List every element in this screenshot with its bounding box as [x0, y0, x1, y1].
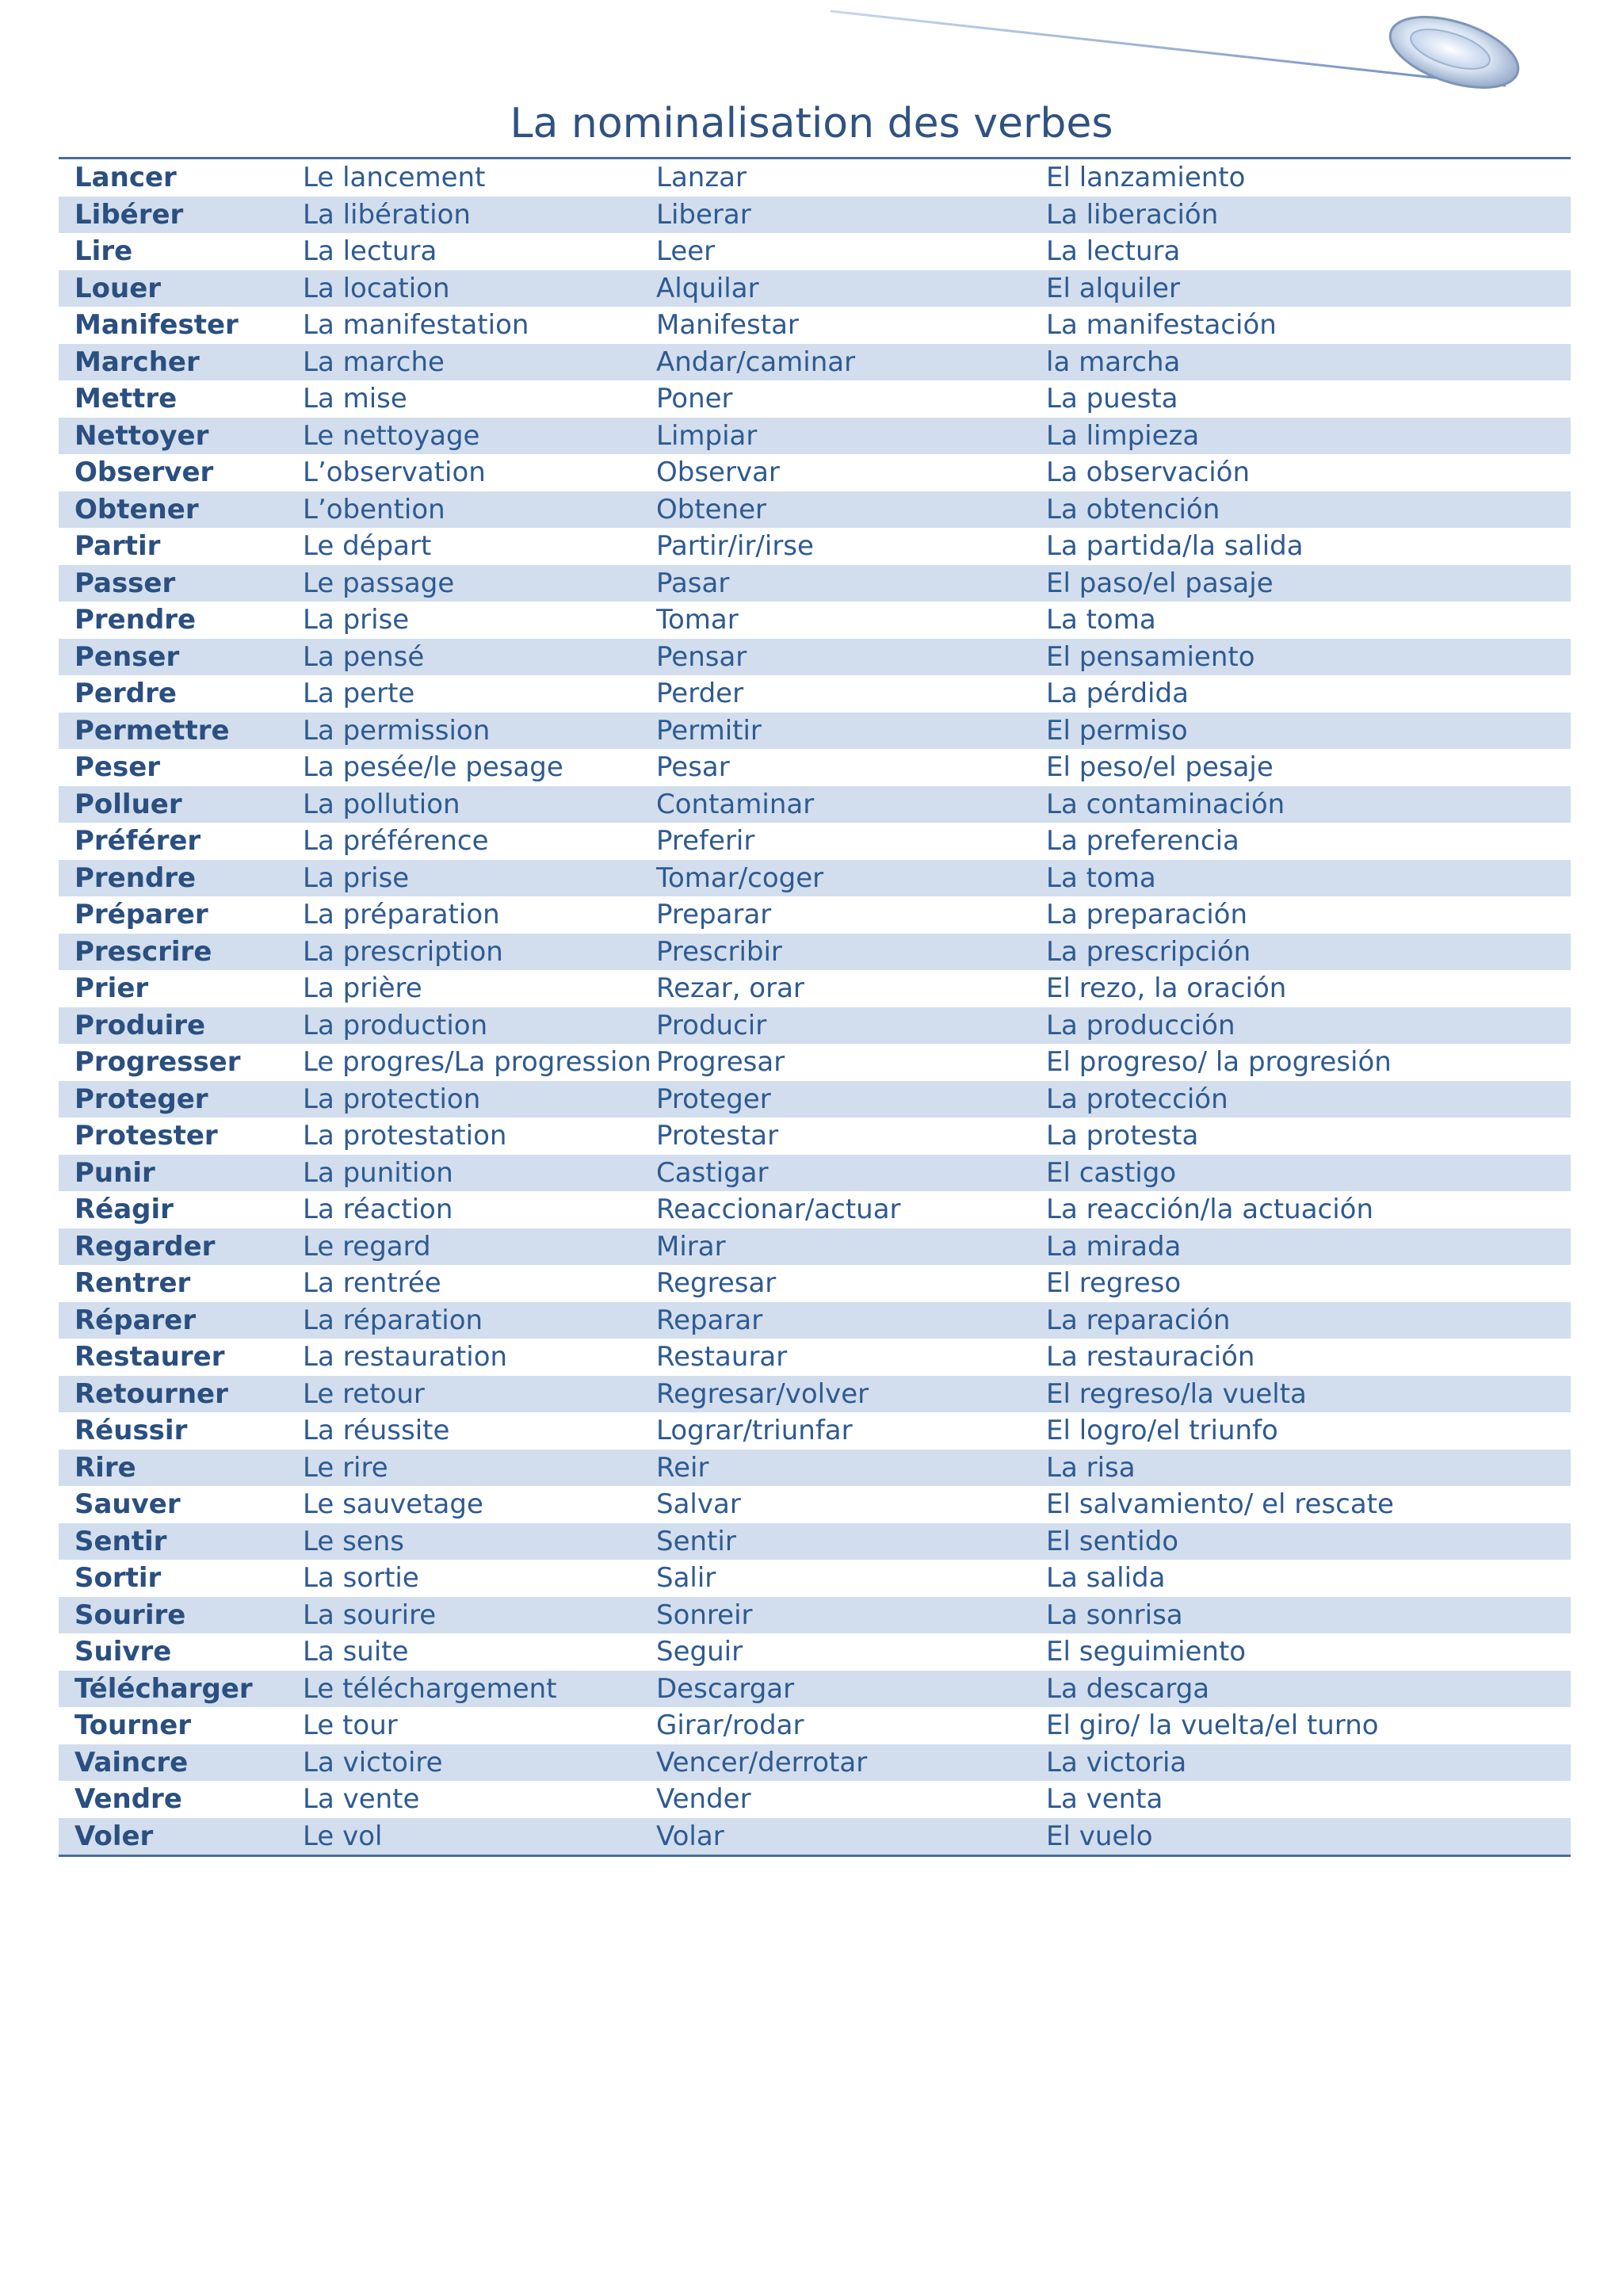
spanish-noun-cell: El vuelo — [1046, 1820, 1153, 1852]
table-row — [59, 639, 1571, 676]
french-noun-cell: La protestation — [303, 1120, 507, 1152]
table-row — [59, 934, 1571, 971]
spanish-verb-cell: Reir — [656, 1451, 709, 1484]
spanish-verb-cell: Reparar — [656, 1304, 763, 1336]
spanish-verb-cell: Andar/caminar — [656, 346, 856, 378]
spanish-noun-cell: La toma — [1046, 861, 1156, 894]
french-noun-cell: La prière — [303, 972, 422, 1005]
spanish-noun-cell: La descarga — [1046, 1672, 1210, 1705]
french-verb-cell: Réussir — [74, 1415, 188, 1447]
table-row — [59, 1265, 1571, 1302]
table-row — [59, 1486, 1571, 1523]
french-noun-cell: La prescription — [303, 935, 503, 968]
spanish-verb-cell: Alquilar — [656, 272, 759, 304]
spanish-noun-cell: La observación — [1046, 457, 1251, 489]
spanish-noun-cell: El logro/el triunfo — [1046, 1415, 1278, 1447]
spanish-noun-cell: El rezo, la oración — [1046, 972, 1287, 1005]
french-verb-cell: Suivre — [74, 1636, 172, 1668]
table-row — [59, 1376, 1571, 1413]
spanish-verb-cell: Liberar — [656, 198, 751, 231]
spanish-verb-cell: Sentir — [656, 1525, 736, 1557]
french-noun-cell: La réaction — [303, 1194, 453, 1226]
spanish-noun-cell: La protección — [1046, 1083, 1228, 1115]
french-verb-cell: Produire — [74, 1009, 206, 1041]
spanish-noun-cell: El giro/ la vuelta/el turno — [1046, 1710, 1379, 1742]
table-row — [59, 823, 1571, 860]
table-row — [59, 1707, 1571, 1744]
french-noun-cell: La perte — [303, 678, 415, 710]
french-verb-cell: Marcher — [74, 346, 200, 378]
table-row — [59, 1781, 1571, 1818]
table-row — [59, 1412, 1571, 1450]
table-row — [59, 418, 1571, 455]
french-noun-cell: La préférence — [303, 825, 489, 858]
french-verb-cell: Réparer — [74, 1304, 197, 1336]
french-verb-cell: Préférer — [74, 825, 201, 858]
french-noun-cell: La préparation — [303, 899, 500, 931]
page-title: La nominalisation des verbes — [510, 100, 1113, 147]
french-noun-cell: La victoire — [303, 1746, 443, 1778]
french-noun-cell: Le départ — [303, 530, 432, 563]
french-verb-cell: Regarder — [74, 1230, 216, 1263]
table-row — [59, 1450, 1571, 1487]
spanish-noun-cell: La restauración — [1046, 1341, 1255, 1373]
french-noun-cell: La location — [303, 272, 450, 304]
french-noun-cell: La réparation — [303, 1304, 483, 1336]
french-noun-cell: Le retour — [303, 1377, 425, 1410]
spanish-verb-cell: Tomar/coger — [656, 861, 824, 894]
spanish-verb-cell: Observar — [656, 457, 780, 489]
table-row — [59, 159, 1571, 197]
french-verb-cell: Lancer — [74, 162, 177, 194]
spanish-verb-cell: Pesar — [656, 751, 730, 784]
spanish-verb-cell: Volar — [656, 1820, 724, 1852]
spanish-verb-cell: Limpiar — [656, 419, 758, 452]
spanish-verb-cell: Protestar — [656, 1120, 779, 1152]
spanish-noun-cell: El paso/el pasaje — [1046, 567, 1274, 599]
french-verb-cell: Protester — [74, 1120, 218, 1152]
table-row — [59, 270, 1571, 308]
spanish-noun-cell: El regreso — [1046, 1267, 1182, 1300]
spanish-verb-cell: Obtener — [656, 493, 767, 525]
spanish-verb-cell: Lanzar — [656, 162, 747, 194]
spanish-noun-cell: La risa — [1046, 1451, 1136, 1484]
spanish-verb-cell: Prescribir — [656, 935, 782, 968]
french-verb-cell: Perdre — [74, 678, 177, 710]
table-row — [59, 749, 1571, 786]
spanish-verb-cell: Restaurar — [656, 1341, 788, 1373]
french-verb-cell: Sentir — [74, 1525, 167, 1557]
spanish-noun-cell: El lanzamiento — [1046, 162, 1246, 194]
spanish-noun-cell: El castigo — [1046, 1156, 1177, 1189]
table-row — [59, 896, 1571, 934]
french-noun-cell: La sourire — [303, 1599, 437, 1631]
french-verb-cell: Nettoyer — [74, 419, 209, 452]
spanish-noun-cell: La preparación — [1046, 899, 1248, 931]
french-verb-cell: Rentrer — [74, 1267, 191, 1300]
french-verb-cell: Prier — [74, 972, 149, 1005]
spanish-noun-cell: La pérdida — [1046, 678, 1189, 710]
spanish-noun-cell: La mirada — [1046, 1230, 1182, 1263]
spanish-noun-cell: La contaminación — [1046, 788, 1285, 820]
french-noun-cell: La mise — [303, 383, 407, 415]
table-row — [59, 1302, 1571, 1339]
french-verb-cell: Partir — [74, 530, 161, 563]
table-row — [59, 233, 1571, 270]
french-verb-cell: Réagir — [74, 1194, 174, 1226]
table-row — [59, 1155, 1571, 1192]
table-row — [59, 1191, 1571, 1228]
spanish-verb-cell: Poner — [656, 383, 733, 415]
table-row — [59, 970, 1571, 1007]
spanish-verb-cell: Girar/rodar — [656, 1710, 804, 1742]
spanish-noun-cell: La toma — [1046, 604, 1156, 636]
french-verb-cell: Vaincre — [74, 1746, 189, 1778]
spanish-noun-cell: El seguimiento — [1046, 1636, 1247, 1668]
french-noun-cell: La restauration — [303, 1341, 508, 1373]
table-row — [59, 565, 1571, 602]
spanish-verb-cell: Leer — [656, 235, 716, 268]
table-row — [59, 344, 1571, 381]
french-verb-cell: Mettre — [74, 383, 178, 415]
table-row — [59, 307, 1571, 344]
table-row — [59, 1744, 1571, 1782]
spanish-verb-cell: Castigar — [656, 1156, 769, 1189]
french-noun-cell: Le nettoyage — [303, 419, 480, 452]
table-row — [59, 197, 1571, 234]
spanish-verb-cell: Sonreir — [656, 1599, 753, 1631]
spanish-verb-cell: Vender — [656, 1783, 751, 1816]
french-noun-cell: Le rire — [303, 1451, 388, 1484]
french-verb-cell: Passer — [74, 567, 176, 599]
french-verb-cell: Rire — [74, 1451, 136, 1484]
table-row — [59, 1081, 1571, 1118]
french-verb-cell: Retourner — [74, 1377, 228, 1410]
spanish-verb-cell: Contaminar — [656, 788, 815, 820]
french-verb-cell: Punir — [74, 1156, 155, 1189]
french-noun-cell: La permission — [303, 714, 491, 747]
french-verb-cell: Observer — [74, 457, 214, 489]
spanish-noun-cell: La prescripción — [1046, 935, 1251, 968]
decorative-disc-ornament — [816, 0, 1529, 103]
french-verb-cell: Prendre — [74, 861, 197, 894]
spanish-verb-cell: Manifestar — [656, 309, 799, 342]
spanish-noun-cell: La lectura — [1046, 235, 1181, 268]
french-verb-cell: Tourner — [74, 1710, 192, 1742]
spanish-verb-cell: Reaccionar/actuar — [656, 1194, 901, 1226]
french-verb-cell: Voler — [74, 1820, 154, 1852]
spanish-verb-cell: Regresar — [656, 1267, 777, 1300]
french-noun-cell: Le lancement — [303, 162, 486, 194]
french-noun-cell: L’observation — [303, 457, 486, 489]
french-verb-cell: Penser — [74, 640, 180, 673]
table-row — [59, 1818, 1571, 1855]
spanish-verb-cell: Descargar — [656, 1672, 795, 1705]
spanish-verb-cell: Perder — [656, 678, 744, 710]
table-row — [59, 860, 1571, 897]
french-verb-cell: Sauver — [74, 1488, 181, 1521]
spanish-verb-cell: Lograr/triunfar — [656, 1415, 853, 1447]
table-row — [59, 491, 1571, 529]
french-verb-cell: Progresser — [74, 1046, 241, 1079]
spanish-verb-cell: Vencer/derrotar — [656, 1746, 868, 1778]
table-row — [59, 1007, 1571, 1045]
spanish-noun-cell: La reparación — [1046, 1304, 1231, 1336]
french-noun-cell: La rentrée — [303, 1267, 441, 1300]
spanish-verb-cell: Producir — [656, 1009, 767, 1041]
table-row — [59, 1633, 1571, 1671]
spanish-verb-cell: Preparar — [656, 899, 772, 931]
spanish-noun-cell: La puesta — [1046, 383, 1178, 415]
french-noun-cell: La pensé — [303, 640, 425, 673]
french-noun-cell: La protection — [303, 1083, 481, 1115]
spanish-noun-cell: La sonrisa — [1046, 1599, 1183, 1631]
table-row — [59, 1560, 1571, 1597]
spanish-noun-cell: La reacción/la actuación — [1046, 1194, 1374, 1226]
french-verb-cell: Manifester — [74, 309, 239, 342]
spanish-noun-cell: La producción — [1046, 1009, 1235, 1041]
spanish-noun-cell: El alquiler — [1046, 272, 1180, 304]
table-row — [59, 1117, 1571, 1155]
table-row — [59, 1339, 1571, 1376]
french-noun-cell: La vente — [303, 1783, 420, 1816]
french-noun-cell: Le sens — [303, 1525, 404, 1557]
french-noun-cell: Le passage — [303, 567, 455, 599]
spanish-verb-cell: Regresar/volver — [656, 1377, 869, 1410]
spanish-noun-cell: La protesta — [1046, 1120, 1199, 1152]
spanish-noun-cell: El sentido — [1046, 1525, 1179, 1557]
french-noun-cell: La réussite — [303, 1415, 450, 1447]
spanish-noun-cell: La victoria — [1046, 1746, 1187, 1778]
spanish-noun-cell: El progreso/ la progresión — [1046, 1046, 1392, 1079]
french-verb-cell: Louer — [74, 272, 162, 304]
french-noun-cell: Le téléchargement — [303, 1672, 557, 1705]
table-row — [59, 1671, 1571, 1708]
table-row — [59, 1523, 1571, 1561]
spanish-noun-cell: El peso/el pesaje — [1046, 751, 1274, 784]
french-noun-cell: La sortie — [303, 1562, 419, 1595]
french-noun-cell: La punition — [303, 1156, 453, 1189]
french-verb-cell: Télécharger — [74, 1672, 253, 1705]
spanish-verb-cell: Mirar — [656, 1230, 726, 1263]
spanish-noun-cell: La salida — [1046, 1562, 1166, 1595]
spanish-verb-cell: Seguir — [656, 1636, 743, 1668]
table-row — [59, 712, 1571, 750]
french-verb-cell: Sourire — [74, 1599, 186, 1631]
spanish-verb-cell: Proteger — [656, 1083, 771, 1115]
french-noun-cell: Le regard — [303, 1230, 431, 1263]
table-row — [59, 602, 1571, 639]
french-noun-cell: La lectura — [303, 235, 437, 268]
table-row — [59, 786, 1571, 823]
french-verb-cell: Sortir — [74, 1562, 162, 1595]
french-noun-cell: Le progres/La progression — [303, 1046, 651, 1079]
french-noun-cell: Le tour — [303, 1710, 398, 1742]
french-noun-cell: La libération — [303, 198, 471, 231]
french-noun-cell: La prise — [303, 861, 410, 894]
french-verb-cell: Vendre — [74, 1783, 182, 1816]
french-verb-cell: Prescrire — [74, 935, 212, 968]
french-noun-cell: La marche — [303, 346, 445, 378]
table-row — [59, 380, 1571, 418]
spanish-verb-cell: Progresar — [656, 1046, 785, 1079]
spanish-noun-cell: La limpieza — [1046, 419, 1200, 452]
spanish-verb-cell: Tomar — [656, 604, 739, 636]
spanish-verb-cell: Pasar — [656, 567, 730, 599]
spanish-noun-cell: La venta — [1046, 1783, 1163, 1816]
french-verb-cell: Préparer — [74, 899, 208, 931]
spanish-noun-cell: La liberación — [1046, 198, 1219, 231]
spanish-noun-cell: La manifestación — [1046, 309, 1277, 342]
french-noun-cell: Le vol — [303, 1820, 383, 1852]
verb-nominalisation-table — [59, 157, 1571, 1857]
french-noun-cell: L’obention — [303, 493, 445, 525]
spanish-noun-cell: El permiso — [1046, 714, 1188, 747]
french-verb-cell: Proteger — [74, 1083, 208, 1115]
spanish-verb-cell: Preferir — [656, 825, 755, 858]
french-verb-cell: Polluer — [74, 788, 182, 820]
french-noun-cell: Le sauvetage — [303, 1488, 483, 1521]
french-verb-cell: Libérer — [74, 198, 184, 231]
french-verb-cell: Peser — [74, 751, 161, 784]
french-noun-cell: La pesée/le pesage — [303, 751, 563, 784]
french-noun-cell: La suite — [303, 1636, 409, 1668]
spanish-noun-cell: La preferencia — [1046, 825, 1239, 858]
table-row — [59, 528, 1571, 565]
french-noun-cell: La manifestation — [303, 309, 529, 342]
spanish-noun-cell: La obtención — [1046, 493, 1220, 525]
spanish-noun-cell: El regreso/la vuelta — [1046, 1377, 1307, 1410]
french-noun-cell: La prise — [303, 604, 410, 636]
spanish-noun-cell: La partida/la salida — [1046, 530, 1304, 563]
french-verb-cell: Lire — [74, 235, 133, 268]
spanish-verb-cell: Pensar — [656, 640, 747, 673]
spanish-verb-cell: Rezar, orar — [656, 972, 804, 1005]
french-verb-cell: Obtener — [74, 493, 199, 525]
spanish-verb-cell: Partir/ir/irse — [656, 530, 814, 563]
spanish-noun-cell: El pensamiento — [1046, 640, 1255, 673]
table-row — [59, 675, 1571, 712]
table-row — [59, 1044, 1571, 1081]
table-row — [59, 1597, 1571, 1634]
table-row — [59, 1228, 1571, 1266]
french-verb-cell: Prendre — [74, 604, 197, 636]
french-noun-cell: La pollution — [303, 788, 460, 820]
spanish-noun-cell: la marcha — [1046, 346, 1181, 378]
spanish-noun-cell: El salvamiento/ el rescate — [1046, 1488, 1394, 1521]
spanish-verb-cell: Salvar — [656, 1488, 741, 1521]
spanish-verb-cell: Permitir — [656, 714, 762, 747]
french-verb-cell: Restaurer — [74, 1341, 225, 1373]
table-row — [59, 454, 1571, 491]
spanish-verb-cell: Salir — [656, 1562, 716, 1595]
french-verb-cell: Permettre — [74, 714, 230, 747]
french-noun-cell: La production — [303, 1009, 488, 1041]
